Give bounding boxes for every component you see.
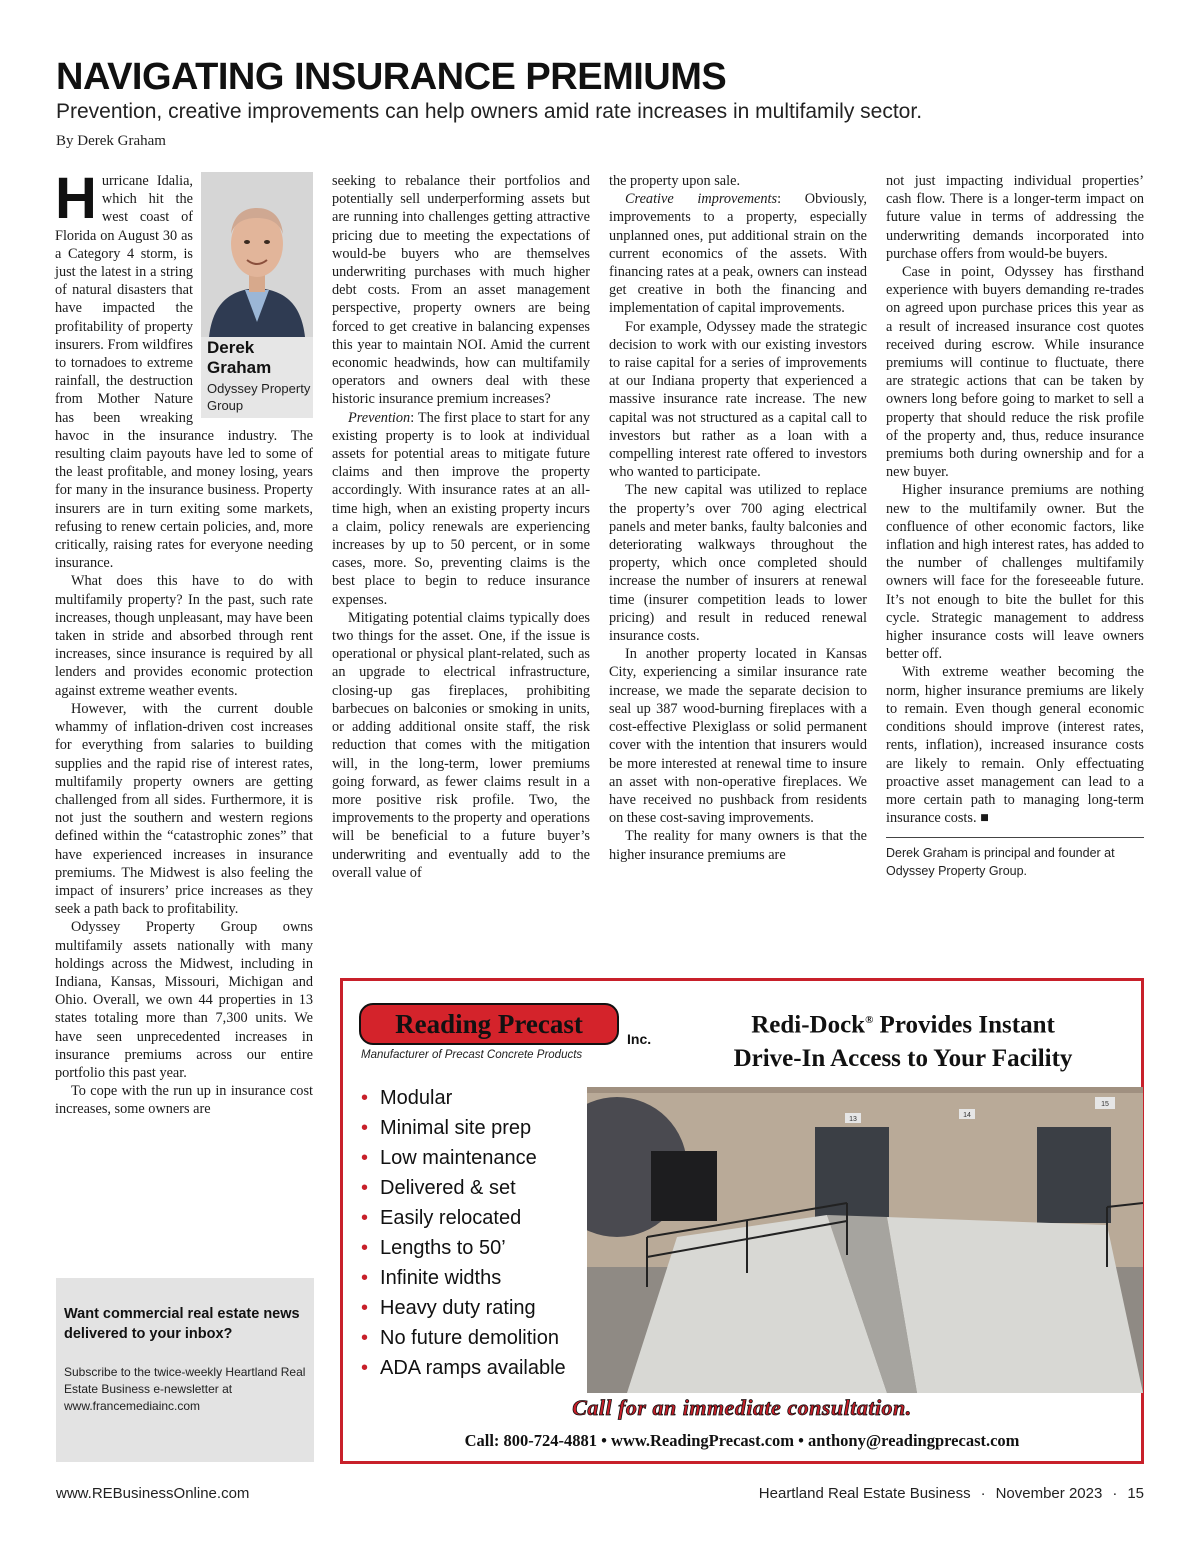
footer-publication-info xyxy=(759,1485,1144,1502)
ad-logo xyxy=(359,1003,619,1045)
bullet-icon: • xyxy=(361,1297,369,1319)
bullet-icon: • xyxy=(361,1357,369,1379)
paragraph: However, with the current double whammy of inflation-driven cost increases for everything from salaries to building supplies and the rapid rise of interest rates, multifamily property owners are getting challenged from all sides. Furthermore, it is not just the southern and western regions defined within the “catastrophic zones” that have experienced increases in insurance premiums. The Midwest is also feeling the impact of insurers’ price increases as they seek a path back to profitability. xyxy=(55,700,313,918)
article-byline: By Derek Graham xyxy=(56,133,166,149)
ad-feature: • Easily relocated xyxy=(361,1207,522,1229)
subhead-creative-improvements: Creative improvements xyxy=(625,191,778,208)
author-name: Derek Graham xyxy=(207,338,272,377)
newsletter-promo[interactable] xyxy=(56,1278,314,1462)
paragraph: Odyssey Property Group owns multifamily assets nationally with many holdings across the Midwest, including in Indiana, Kansas, Missouri, Michigan and Ohio. Overall, we own 44 properties in 13 states totaling more than 7,300 units. We have seen unprecedented increases in insurance premiums across our entire portfolio this past year. xyxy=(55,919,313,1081)
bullet-icon: • xyxy=(361,1207,369,1229)
footer-issue: November 2023 xyxy=(995,1485,1103,1502)
paragraph: What does this have to do with multifamily property? In the past, such rate increases, though unpleasant, may have been taken in stride and absorbed through rent increases, since insurance is required by all lenders and provides economic protection against extreme weather events. xyxy=(55,573,313,699)
bay-number: 13 xyxy=(849,1116,857,1123)
bay-number: 15 xyxy=(1101,1101,1109,1108)
author-company: Odyssey Property Group xyxy=(207,381,311,413)
paragraph: Creative improvements: Obviously, improvements to a property, especially unplanned ones, put additional strain on the current economics of the assets. With financing rates at a peak, owners can instead get creative in both the financing and implementation of capital improvements. xyxy=(609,191,867,317)
ad-feature: • Low maintenance xyxy=(361,1147,537,1169)
bullet-icon: • xyxy=(361,1087,369,1109)
promo-body: Subscribe to the twice-weekly Heartland Real Estate Business e-newsletter at www.francemediainc.com xyxy=(64,1365,306,1413)
article-column-1 xyxy=(55,166,313,1119)
ad-feature: • Lengths to 50’ xyxy=(361,1237,506,1259)
loading-dock-photo xyxy=(587,1087,1143,1393)
author-portrait-icon xyxy=(201,172,313,337)
footer-website[interactable]: www.REBusinessOnline.com xyxy=(56,1485,250,1502)
paragraph: Hurricane Idalia, which hit the west coast of Florida on August 30 as a Category 4 storm, is just the latest in a string of natural disasters that have impacted the profitability of property insurers. From wildfires to tornadoes to extreme rainfall, the destruction from Mother Nature has been wreaking havoc in the insurance industry. The resulting claim payouts have led to some of the least profitable, and money losing, years for many in the insurance business. Property insurers are in turn exiting some markets, refusing to renew certain policies, and, more critically, raising rates for everyone needing insurance. xyxy=(55,166,313,572)
bullet-icon: • xyxy=(361,1177,369,1199)
article-column-4 xyxy=(886,172,1144,880)
bullet-icon: • xyxy=(361,1117,369,1139)
ad-headline: Redi-Dock® Provides Instant Drive-In Access to Your Facility xyxy=(733,1011,1073,1073)
author-endnote: Derek Graham is principal and founder at Odyssey Property Group. xyxy=(886,846,1115,879)
page-number: 15 xyxy=(1127,1485,1144,1502)
ad-feature: • Modular xyxy=(361,1087,453,1109)
paragraph: For example, Odyssey made the strategic decision to work with our existing investors to raise capital for a series of improvements at our Indiana property that experienced a massive insurance rate increase. The new capital was not structured as a capital call to investors but rather as a loan with a compelling interest rate offered to investors who wanted to participate. xyxy=(609,318,867,481)
loading-dock-ramp-icon xyxy=(587,1087,1143,1393)
paragraph: not just impacting individual properties’ cash flow. There is a longer-term impact on future value in terms of addressing the underwriting demands incorporated into purchase offers from would-be buyers. xyxy=(886,173,1144,262)
article-deck: Prevention, creative improvements can help owners amid rate increases in multifamily sector. xyxy=(56,100,923,123)
ad-feature: • Delivered & set xyxy=(361,1177,516,1199)
ad-feature: • Minimal site prep xyxy=(361,1117,532,1139)
ad-tagline: Manufacturer of Precast Concrete Products xyxy=(361,1049,583,1061)
paragraph: To cope with the run up in insurance cost increases, some owners are xyxy=(55,1083,313,1118)
paragraph: Mitigating potential claims typically does two things for the asset. One, if the issue is operational or physical plant-related, such as an upgrade to electrical infrastructure, closing-up gas fireplaces, prohibiting barbecues on balconies or smoking in units, or adding additional onsite staff, the risk reduction that comes with the mitigation will, in the long-term, lower premiums going forward, as fewer claims result in a more positive risk profile. Two, the improvements to the property and operations will be beneficial to a future buyer’s underwriting and eventually add to the overall value of xyxy=(332,609,590,881)
footer-separator: · xyxy=(980,1485,986,1502)
ad-feature-list xyxy=(361,1083,566,1383)
footer-publication: Heartland Real Estate Business xyxy=(758,1485,971,1502)
paragraph: Prevention: The first place to start for any existing property is to look at individual assets for potential areas to mitigate future claims and then improve the property accordingly. With insurance rates at an all-time high, when an existing property incurs a claim, policy renewals are experiencing increases by up to 50 percent, or in some cases, more. So, preventing claims is the best place to begin to reduce insurance expenses. xyxy=(332,409,590,608)
bullet-icon: • xyxy=(361,1147,369,1169)
ad-feature: • Infinite widths xyxy=(361,1267,502,1289)
ad-call-to-action: Call for an immediate consultation. xyxy=(572,1395,912,1420)
ad-feature: • Heavy duty rating xyxy=(361,1297,536,1319)
footer-separator: · xyxy=(1112,1485,1118,1502)
ad-logo-text: Reading Precast xyxy=(395,1009,583,1039)
ad-feature: • ADA ramps available xyxy=(361,1357,566,1379)
article-column-2 xyxy=(332,172,590,882)
bullet-icon: • xyxy=(361,1237,369,1259)
ad-logo-inc: Inc. xyxy=(627,1031,652,1047)
bay-number: 14 xyxy=(963,1112,971,1119)
paragraph: The reality for many owners is that the higher insurance premiums are xyxy=(609,828,867,863)
promo-title: Want commercial real estate news delivered to your inbox? xyxy=(64,1306,300,1342)
paragraph: With extreme weather becoming the norm, higher insurance premiums are likely to remain. Even though general economic conditions should improve (interest rates, rents, inflation), increased insurance costs are likely to remain. Only effectuating proactive asset management can lead to a more certain path to managing long-term insurance costs. ■ xyxy=(886,664,1144,827)
paragraph: Case in point, Odyssey has firsthand experience with buyers demanding re-trades on agreed upon purchase prices this year as a result of increased insurance cost quotes received during escrow. While insurance premiums will continue to fluctuate, there are strategic actions that can be taken by owners long before going to market to sell a property that should reduce the risk profile of the property and, thus, reduce insurance premiums both during ownership and for a new buyer. xyxy=(886,264,1144,481)
paragraph: In another property located in Kansas City, experiencing a similar insurance rate increase, we made the separate decision to seal up 387 wood-burning fireplaces with a cost-effective Plexiglass or solid permanent cover with the intention that insurers would be more interested at renewal time to insure an asset with non-operative fireplaces. We have received no pushback from residents on these cost-saving improvements. xyxy=(609,646,867,827)
author-photo xyxy=(201,172,313,337)
bullet-icon: • xyxy=(361,1327,369,1349)
ad-feature: • No future demolition xyxy=(361,1327,559,1349)
subhead-prevention: Prevention xyxy=(348,409,411,426)
endnote-divider xyxy=(886,837,1144,838)
bullet-icon: • xyxy=(361,1267,369,1289)
paragraph: Higher insurance premiums are nothing new to the multifamily owner. But the confluence of other economic factors, like inflation and high interest rates, has added to the number of challenges multifamily owners will face for the foreseeable future. It’s not enough to bite the bullet for this cycle. Strategic management to address higher insurance costs will leave owners better off. xyxy=(886,482,1144,663)
article-headline: NAVIGATING INSURANCE PREMIUMS xyxy=(56,56,727,98)
author-box xyxy=(201,172,313,418)
drop-cap: H xyxy=(55,166,97,231)
reading-precast-ad[interactable] xyxy=(340,978,1144,1464)
paragraph: seeking to rebalance their portfolios and potentially sell underperforming assets but are running into challenges getting attractive pricing due to meeting the expectations of would-be buyers who are themselves underwriting purchases with much higher debt costs. From an asset management perspective, property owners are being forced to get creative in balancing expenses this year to maintain NOI. Amid the current economic headwinds, how can multifamily operators and owners deal with these historic insurance premium increases? xyxy=(332,173,590,408)
article-column-3 xyxy=(609,172,867,864)
paragraph: The new capital was utilized to replace the property’s over 700 aging electrical panels and meter banks, faulty balconies and deteriorating walkways throughout the property, which once completed should increase the number of insurers at renewal time (insurer competition leads to lower pricing) and result in reduced renewal insurance costs. xyxy=(609,482,867,645)
ad-contact-line[interactable]: Call: 800-724-4881 • www.ReadingPrecast.com • anthony@readingprecast.com xyxy=(464,1431,1020,1450)
paragraph: the property upon sale. xyxy=(609,173,741,189)
